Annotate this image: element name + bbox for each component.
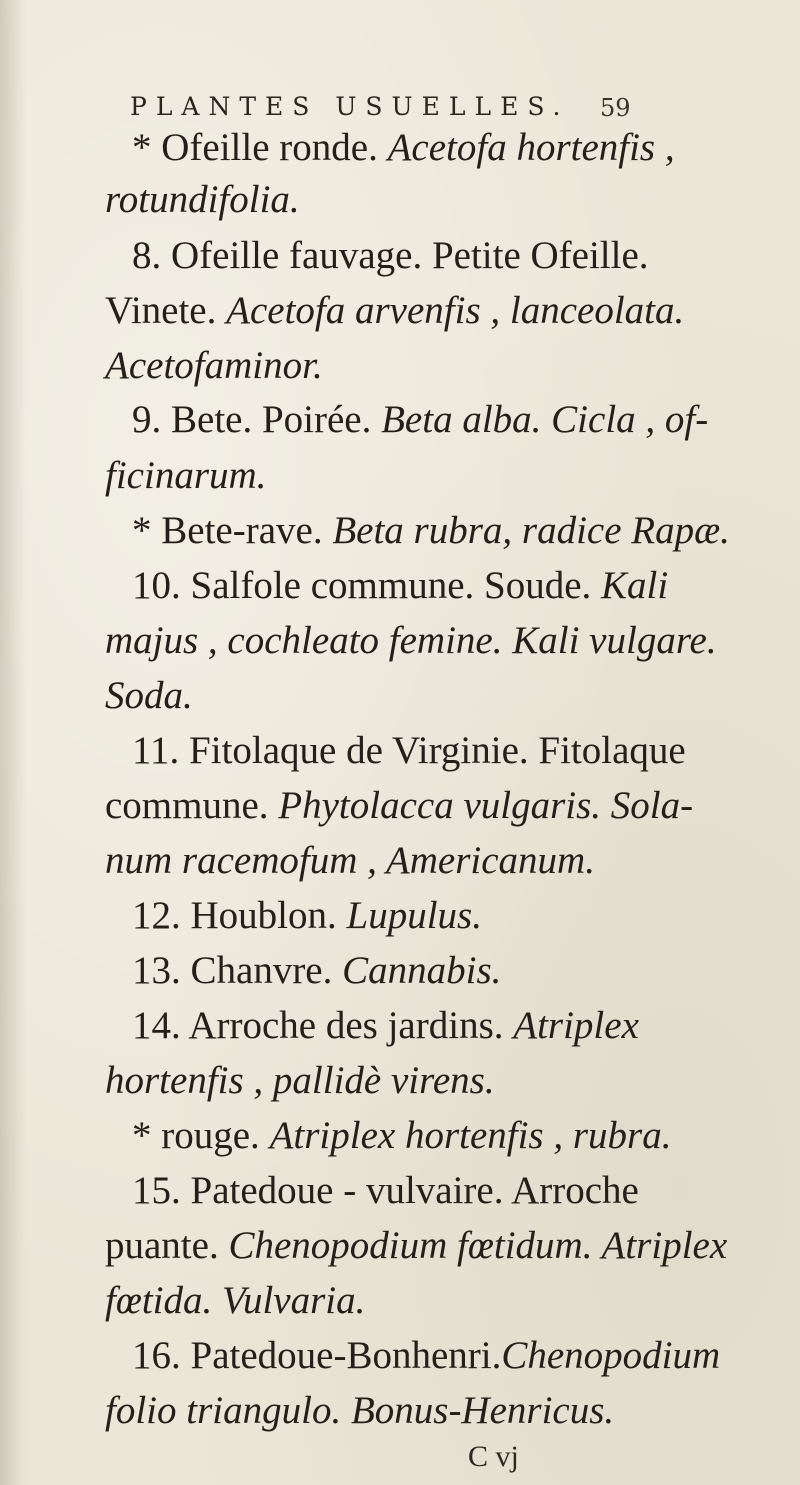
italic-text: Kali — [601, 564, 669, 607]
text-line — [132, 951, 501, 990]
text-line — [132, 896, 482, 935]
italic-text: hortenfis , pallidè virens. — [105, 1059, 495, 1102]
roman-text: 11. Fitolaque de Virginie. Fitolaque — [132, 729, 686, 772]
italic-text: rotundifolia. — [105, 178, 300, 221]
roman-text: 9. Bete. Poirée. — [132, 398, 382, 441]
text-line — [105, 1391, 614, 1430]
roman-text: 13. Chanvre. — [132, 949, 343, 992]
text-line — [105, 291, 684, 330]
text-line — [132, 511, 730, 550]
roman-text: 16. Patedoue-Bonhenri. — [132, 1334, 502, 1377]
italic-text: Soda. — [105, 674, 193, 717]
italic-text: Acetofa hortenfis , — [387, 126, 675, 169]
text-line — [105, 786, 693, 825]
roman-text: commune. — [105, 784, 279, 827]
text-line — [105, 1061, 495, 1100]
italic-text: Beta alba. Cicla , of- — [381, 398, 709, 441]
roman-text: 8. Ofeille fauvage. Petite Ofeille. — [132, 234, 649, 277]
italic-text: ficinarum. — [105, 454, 267, 497]
text-line — [105, 346, 323, 385]
page-number: 59 — [600, 94, 631, 122]
italic-text: Atriplex — [513, 1004, 639, 1047]
italic-text: Phytolacca vulgaris. Sola- — [278, 784, 694, 827]
roman-text: puante. — [105, 1224, 229, 1267]
text-line — [105, 180, 300, 219]
italic-text: folio triangulo. Bonus-Henricus. — [105, 1389, 615, 1432]
italic-text: Beta rubra, radice Rapæ. — [332, 509, 730, 552]
text-line — [132, 566, 668, 605]
text-line — [132, 731, 686, 770]
text-line — [105, 676, 193, 715]
text-line — [132, 1336, 720, 1375]
text-line — [105, 621, 717, 660]
roman-text: Vinete. — [105, 289, 227, 332]
text-line — [105, 1281, 365, 1320]
roman-text: * Bete-rave. — [132, 509, 333, 552]
italic-text: Lupulus. — [346, 894, 482, 937]
text-line — [105, 841, 595, 880]
roman-text: 15. Patedoue - vulvaire. Arroche — [132, 1169, 639, 1212]
signature-mark: C vj — [468, 1440, 519, 1473]
text-line — [105, 1226, 727, 1265]
roman-text: * rouge. — [132, 1114, 270, 1157]
running-title: PLANTES USUELLES. — [130, 92, 570, 121]
text-line — [132, 1006, 639, 1045]
text-line — [132, 236, 649, 275]
text-line — [132, 400, 708, 439]
text-line — [105, 456, 266, 495]
italic-text: num racemofum , Americanum. — [105, 839, 595, 882]
roman-text: 12. Houblon. — [132, 894, 347, 937]
italic-text: Atriplex hortenfis , rubra. — [269, 1114, 672, 1157]
italic-text: Chenopodium — [501, 1334, 721, 1377]
roman-text: 14. Arroche des jardins. — [132, 1004, 514, 1047]
italic-text: Cannabis. — [342, 949, 502, 992]
text-line — [132, 1116, 671, 1155]
text-line — [132, 128, 675, 167]
italic-text: Acetofaminor. — [105, 344, 323, 387]
italic-text: fœtida. Vulvaria. — [105, 1279, 366, 1322]
roman-text: * Ofeille ronde. — [132, 126, 388, 169]
italic-text: Chenopodium fœtidum. Atriplex — [228, 1224, 728, 1267]
page-edge-shadow — [0, 0, 26, 1485]
text-line — [132, 1171, 639, 1210]
italic-text: Acetofa arvenfis , lanceolata. — [226, 289, 685, 332]
italic-text: majus , cochleato femine. Kali vulgare. — [105, 619, 717, 662]
roman-text: 10. Salfole commune. Soude. — [132, 564, 602, 607]
